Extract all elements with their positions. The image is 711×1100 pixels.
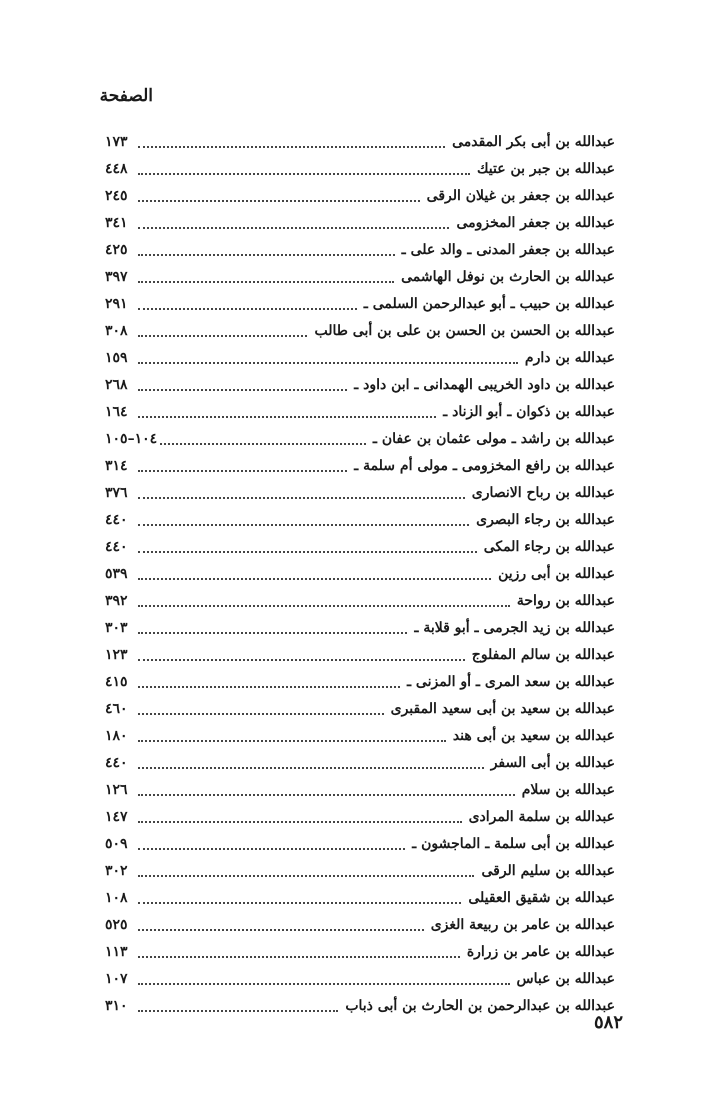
- dot-leader: [138, 686, 400, 688]
- entry-name: عبدالله بن أبى السفر: [490, 754, 615, 771]
- entry-page-number: ١٢٣: [105, 646, 128, 663]
- dot-leader: [138, 821, 462, 823]
- dot-leader: [138, 983, 510, 985]
- entry-name: عبدالله بن رجاء المكى: [483, 538, 615, 555]
- dot-leader: [138, 281, 394, 283]
- index-entry: [105, 182, 615, 209]
- dot-leader: [138, 902, 461, 904]
- entry-name: عبدالله بن عامر بن ربيعة الغزى: [430, 916, 615, 933]
- entry-name: عبدالله بن أبى سلمة ـ الماجشون ـ: [412, 835, 615, 852]
- entry-page-number: ٤٤٨: [105, 160, 128, 177]
- entry-page-number: ٣١٠: [105, 997, 128, 1014]
- entry-name: عبدالله بن جعفر المخزومى: [456, 214, 615, 231]
- index-entry: [105, 830, 615, 857]
- entry-name: عبدالله بن ذكوان ـ أبو الزناد ـ: [443, 403, 615, 420]
- entry-page-number: ٤٤٠: [105, 511, 128, 528]
- index-entry: [105, 506, 615, 533]
- index-entry: [105, 452, 615, 479]
- index-entry: [105, 155, 615, 182]
- entry-name: عبدالله بن سلام: [521, 781, 615, 798]
- index-entry: [105, 236, 615, 263]
- index-entry: [105, 776, 615, 803]
- index-entry: [105, 209, 615, 236]
- index-entry: [105, 587, 615, 614]
- dot-leader: [138, 551, 477, 553]
- index-list: [105, 128, 615, 1019]
- entry-page-number: ٤١٥: [105, 673, 128, 690]
- index-entry: [105, 479, 615, 506]
- entry-page-number: ١٠٨: [105, 889, 128, 906]
- dot-leader: [138, 875, 474, 877]
- page-number: ٥٨٢: [593, 1012, 623, 1033]
- entry-name: عبدالله بن رباح الانصارى: [471, 484, 615, 501]
- page-column-label: الصفحة: [99, 86, 153, 106]
- entry-page-number: ١٧٣: [105, 133, 128, 150]
- dot-leader: [138, 740, 446, 742]
- index-entry: [105, 938, 615, 965]
- entry-name: عبدالله بن سلمة المرادى: [468, 808, 615, 825]
- dot-leader: [138, 794, 515, 796]
- entry-name: عبدالله بن سعيد بن أبى هند: [452, 727, 615, 744]
- index-entry: [105, 722, 615, 749]
- dot-leader: [138, 335, 307, 337]
- index-entry: [105, 560, 615, 587]
- entry-page-number: ٣٠٨: [105, 322, 128, 339]
- index-entry: [105, 803, 615, 830]
- entry-page-number: ٤٤٠: [105, 538, 128, 555]
- entry-name: عبدالله بن عبدالرحمن بن الحارث بن أبى ذباب: [345, 997, 615, 1014]
- entry-page-number: ٥٣٩: [105, 565, 128, 582]
- entry-name: عبدالله بن الحسن بن الحسن بن على بن أبى طالب: [314, 322, 615, 339]
- index-entry: [105, 263, 615, 290]
- dot-leader: [138, 146, 445, 148]
- index-entry: [105, 641, 615, 668]
- dot-leader: [138, 1010, 338, 1012]
- index-entry: [105, 857, 615, 884]
- dot-leader: [138, 173, 470, 175]
- entry-name: عبدالله بن الحارث بن نوفل الهاشمى: [401, 268, 615, 285]
- entry-page-number: ١٨٠: [105, 727, 128, 744]
- dot-leader: [138, 470, 347, 472]
- entry-page-number: ٣٠٢: [105, 862, 128, 879]
- dot-leader: [138, 632, 407, 634]
- dot-leader: [138, 416, 436, 418]
- index-entry: [105, 344, 615, 371]
- entry-page-number: ٣٩٢: [105, 592, 128, 609]
- dot-leader: [138, 929, 424, 931]
- entry-page-number: ٣٤١: [105, 214, 128, 231]
- entry-name: عبدالله بن عباس: [516, 970, 615, 987]
- entry-name: عبدالله بن أبى بكر المقدمى: [452, 133, 615, 150]
- entry-name: عبدالله بن سعيد بن أبى سعيد المقبرى: [390, 700, 615, 717]
- dot-leader: [138, 362, 518, 364]
- dot-leader: [138, 605, 510, 607]
- entry-page-number: ١٤٧: [105, 808, 128, 825]
- entry-name: عبدالله بن زيد الجرمى ـ أبو قلابة ـ: [414, 619, 615, 636]
- dot-leader: [138, 848, 405, 850]
- entry-name: عبدالله بن أبى رزين: [498, 565, 615, 582]
- dot-leader: [138, 227, 449, 229]
- dot-leader: [138, 254, 395, 256]
- index-entry: [105, 371, 615, 398]
- entry-page-number: ٢٤٥: [105, 187, 128, 204]
- index-entry: [105, 668, 615, 695]
- entry-name: عبدالله بن جعفر المدنى ـ والد على ـ: [401, 241, 615, 258]
- dot-leader: [138, 524, 469, 526]
- dot-leader: [138, 956, 460, 958]
- dot-leader: [138, 200, 420, 202]
- entry-page-number: ١٦٤: [105, 403, 128, 420]
- index-entry: [105, 128, 615, 155]
- entry-name: عبدالله بن سليم الرقى: [481, 862, 615, 879]
- entry-page-number: ١٥٩: [105, 349, 128, 366]
- dot-leader: [138, 308, 357, 310]
- entry-page-number: ٢٦٨: [105, 376, 128, 393]
- index-entry: [105, 290, 615, 317]
- entry-page-number: ٥٢٥: [105, 916, 128, 933]
- dot-leader: [138, 659, 465, 661]
- dot-leader: [138, 389, 347, 391]
- index-entry: [105, 533, 615, 560]
- index-entry: [105, 425, 615, 452]
- dot-leader: [138, 578, 491, 580]
- entry-name: عبدالله بن حبيب ـ أبو عبدالرحمن السلمى ـ: [363, 295, 615, 312]
- entry-page-number: ٤٦٠: [105, 700, 128, 717]
- dot-leader: [138, 713, 384, 715]
- entry-name: عبدالله بن جبر بن عتيك: [476, 160, 615, 177]
- entry-page-number: ٣٧٦: [105, 484, 128, 501]
- entry-name: عبدالله بن شقيق العقيلى: [468, 889, 615, 906]
- entry-name: عبدالله بن دارم: [524, 349, 615, 366]
- dot-leader: [138, 497, 465, 499]
- dot-leader: [160, 443, 366, 445]
- entry-name: عبدالله بن جعفر بن غيلان الرقى: [426, 187, 615, 204]
- index-entry: [105, 749, 615, 776]
- index-entry: [105, 884, 615, 911]
- entry-page-number: ٣١٤: [105, 457, 128, 474]
- entry-page-number: ١٢٦: [105, 781, 128, 798]
- entry-name: عبدالله بن سالم المفلوج: [471, 646, 615, 663]
- entry-page-number: ١٠٤–١٠٥: [105, 430, 158, 447]
- index-entry: [105, 398, 615, 425]
- entry-page-number: ٤٤٠: [105, 754, 128, 771]
- entry-page-number: ٥٠٩: [105, 835, 128, 852]
- entry-page-number: ٣٠٣: [105, 619, 128, 636]
- entry-name: عبدالله بن رواحة: [516, 592, 615, 609]
- page-header: [0, 86, 711, 116]
- index-entry: [105, 911, 615, 938]
- index-entry: [105, 695, 615, 722]
- index-entry: [105, 965, 615, 992]
- entry-name: عبدالله بن رافع المخزومى ـ مولى أم سلمة ـ: [354, 457, 615, 474]
- entry-name: عبدالله بن سعد المرى ـ أو المزنى ـ: [406, 673, 615, 690]
- entry-page-number: ٢٩١: [105, 295, 128, 312]
- entry-page-number: ٣٩٧: [105, 268, 128, 285]
- entry-name: عبدالله بن عامر بن زرارة: [466, 943, 615, 960]
- index-entry: [105, 614, 615, 641]
- entry-page-number: ١٠٧: [105, 970, 128, 987]
- index-entry: [105, 317, 615, 344]
- entry-name: عبدالله بن رجاء البصرى: [476, 511, 615, 528]
- entry-page-number: ٤٢٥: [105, 241, 128, 258]
- index-entry: [105, 992, 615, 1019]
- entry-name: عبدالله بن داود الخريبى الهمدانى ـ ابن داود ـ: [354, 376, 615, 393]
- entry-name: عبدالله بن راشد ـ مولى عثمان بن عفان ـ: [372, 430, 615, 447]
- entry-page-number: ١١٣: [105, 943, 128, 960]
- dot-leader: [138, 767, 484, 769]
